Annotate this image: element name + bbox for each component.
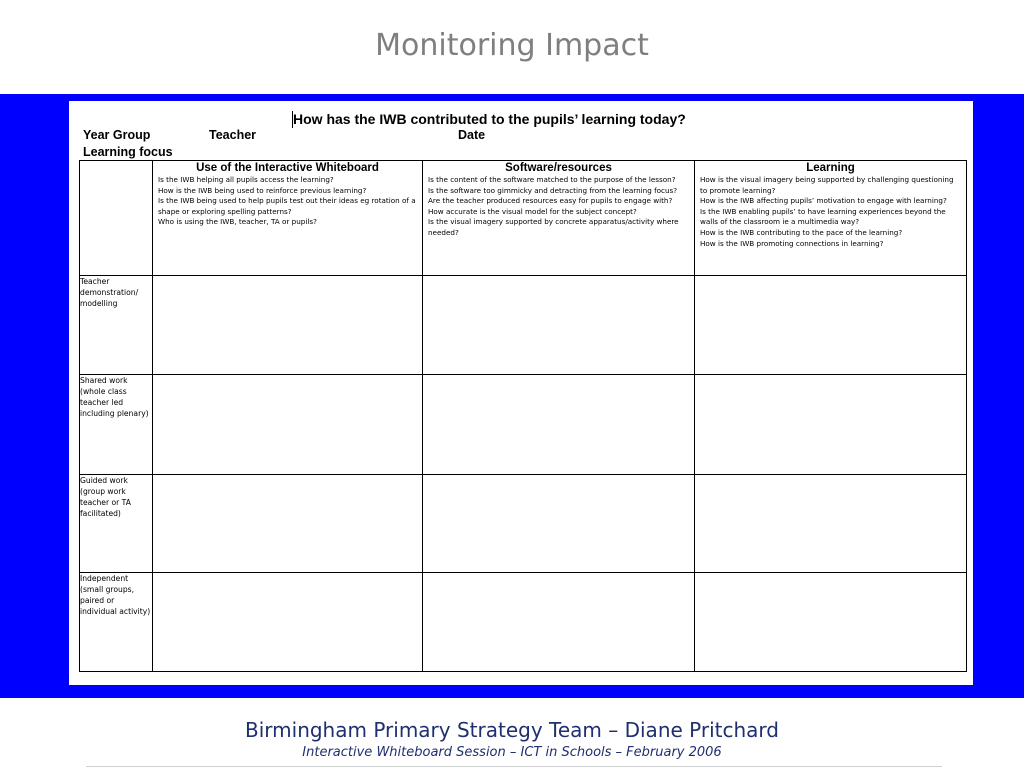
column-heading: Use of the Interactive Whiteboard: [196, 162, 379, 174]
entry-cell[interactable]: [153, 375, 423, 474]
column-learning: [695, 161, 967, 276]
table-row: [80, 375, 967, 474]
grid-header-row: [80, 161, 967, 276]
column-heading: Software/resources: [505, 162, 612, 174]
entry-cell[interactable]: [153, 474, 423, 572]
question-item: How is the IWB being used to reinforce previous learning?: [158, 185, 367, 195]
entry-cell[interactable]: [423, 474, 695, 572]
footer-subtitle: Interactive Whiteboard Session – ICT in Schools – February 2006: [302, 745, 722, 760]
slide-title: Monitoring Impact: [375, 28, 649, 63]
entry-cell[interactable]: [153, 276, 423, 375]
teacher-label: Teacher: [209, 128, 257, 142]
question-item: How is the IWB promoting connections in learning?: [700, 238, 884, 248]
row-label: Shared work (whole class teacher led including plenary): [80, 375, 153, 474]
row-label: Guided work (group work teacher or TA facilitated): [80, 474, 153, 572]
entry-cell[interactable]: [423, 572, 695, 671]
question-item: How is the visual imagery being supported by challenging questioning to promote learning?: [700, 175, 954, 195]
question-item: How is the IWB affecting pupils’ motivation to engage with learning?: [700, 196, 947, 206]
column-software-resources: [423, 161, 695, 276]
question-list: [153, 175, 422, 228]
question-item: Is the content of the software matched to the purpose of the lesson?: [428, 175, 676, 184]
question-item: How is the IWB contributing to the pace of the learning?: [700, 227, 903, 237]
question-item: Is the IWB helping all pupils access the learning?: [158, 175, 334, 184]
question-item: Is the IWB being used to help pupils test out their ideas eg rotation of a shape or exploring spelling patterns?: [158, 196, 416, 216]
row-label: Independent (small groups, paired or individual activity): [80, 572, 153, 671]
column-heading: Learning: [806, 162, 855, 174]
corner-cell: [80, 161, 153, 276]
question-item: How accurate is the visual model for the subject concept?: [428, 206, 637, 216]
question-list: [423, 175, 694, 239]
footer-divider: [86, 766, 942, 767]
entry-cell[interactable]: [153, 572, 423, 671]
table-row: [80, 572, 967, 671]
monitoring-grid: [79, 160, 967, 672]
monitoring-form: [69, 101, 973, 685]
column-use-of-iwb: [153, 161, 423, 276]
form-question: How has the IWB contributed to the pupils’ learning today?: [293, 111, 686, 127]
table-row: [80, 474, 967, 572]
year-group-label: Year Group: [83, 128, 151, 142]
learning-focus-label: Learning focus: [83, 145, 173, 159]
date-label: Date: [458, 128, 486, 142]
question-item: Who is using the IWB, teacher, TA or pupils?: [158, 217, 317, 227]
table-row: [80, 276, 967, 375]
question-list: [695, 175, 966, 249]
question-item: Are the teacher produced resources easy for pupils to engage with?: [428, 196, 673, 206]
entry-cell[interactable]: [695, 276, 967, 375]
entry-cell[interactable]: [423, 375, 695, 474]
footer-title: Birmingham Primary Strategy Team – Diane Pritchard: [245, 718, 779, 742]
entry-cell[interactable]: [695, 572, 967, 671]
question-item: Is the visual imagery supported by concrete apparatus/activity where needed?: [428, 217, 679, 237]
entry-cell[interactable]: [423, 276, 695, 375]
question-item: Is the IWB enabling pupils’ to have learning experiences beyond the walls of the classroom ie a multimedia way?: [700, 206, 946, 227]
entry-cell[interactable]: [695, 375, 967, 474]
row-label: Teacher demonstration/ modelling: [80, 276, 153, 375]
entry-cell[interactable]: [695, 474, 967, 572]
question-item: Is the software too gimmicky and detracting from the learning focus?: [428, 185, 678, 195]
